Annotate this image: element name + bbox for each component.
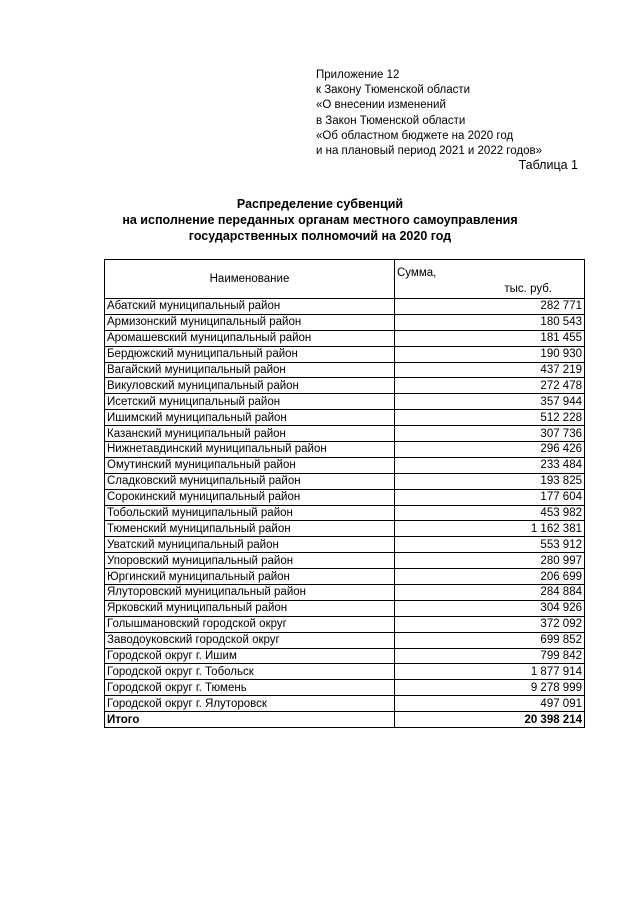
title-line: на исполнение переданных органам местного самоуправления bbox=[122, 213, 518, 227]
table-row bbox=[105, 378, 585, 394]
table-row bbox=[105, 616, 585, 632]
row-name: Голышмановский городской округ bbox=[105, 616, 395, 632]
appendix-line: «О внесении изменений bbox=[316, 99, 446, 112]
table-label: Таблица 1 bbox=[518, 158, 578, 172]
title-line: Распределение субвенций bbox=[236, 197, 404, 211]
table-row bbox=[105, 457, 585, 473]
row-value: 233 484 bbox=[395, 457, 585, 473]
row-value: 699 852 bbox=[395, 632, 585, 648]
header-sum-unit: тыс. руб. bbox=[504, 282, 552, 295]
row-name: Тюменский муниципальный район bbox=[105, 521, 395, 537]
table-body bbox=[105, 299, 585, 728]
row-name: Ялуторовский муниципальный район bbox=[105, 585, 395, 601]
row-value: 284 884 bbox=[395, 585, 585, 601]
row-value: 282 771 bbox=[395, 299, 585, 315]
row-name: Исетский муниципальный район bbox=[105, 394, 395, 410]
row-name: Абатский муниципальный район bbox=[105, 299, 395, 315]
header-sum-label: Сумма, bbox=[397, 266, 437, 279]
row-name: Городской округ г. Тюмень bbox=[105, 680, 395, 696]
table-row bbox=[105, 696, 585, 712]
table-row bbox=[105, 585, 585, 601]
row-name: Омутинский муниципальный район bbox=[105, 457, 395, 473]
row-value: 553 912 bbox=[395, 537, 585, 553]
table-row bbox=[105, 521, 585, 537]
row-value: 1 877 914 bbox=[395, 664, 585, 680]
table-row bbox=[105, 410, 585, 426]
table-row bbox=[105, 648, 585, 664]
row-name: Уватский муниципальный район bbox=[105, 537, 395, 553]
appendix-block bbox=[316, 68, 542, 159]
row-value: 437 219 bbox=[395, 362, 585, 378]
row-value: 453 982 bbox=[395, 505, 585, 521]
row-name: Казанский муниципальный район bbox=[105, 426, 395, 442]
appendix-line: Приложение 12 bbox=[316, 69, 400, 81]
row-value: 357 944 bbox=[395, 394, 585, 410]
row-value: 181 455 bbox=[395, 330, 585, 346]
row-name: Сорокинский муниципальный район bbox=[105, 489, 395, 505]
header-sum bbox=[395, 260, 585, 299]
table-row bbox=[105, 442, 585, 458]
table-row bbox=[105, 330, 585, 346]
row-name: Нижнетавдинский муниципальный район bbox=[105, 442, 395, 458]
subsidy-table bbox=[104, 259, 585, 728]
row-name: Упоровский муниципальный район bbox=[105, 553, 395, 569]
table-row bbox=[105, 299, 585, 315]
appendix-line: «Об областном бюджете на 2020 год bbox=[316, 129, 514, 142]
total-row bbox=[105, 712, 585, 728]
table-row bbox=[105, 346, 585, 362]
row-value: 180 543 bbox=[395, 314, 585, 330]
row-value: 193 825 bbox=[395, 473, 585, 489]
row-name: Сладковский муниципальный район bbox=[105, 473, 395, 489]
row-value: 206 699 bbox=[395, 569, 585, 585]
row-name: Тобольский муниципальный район bbox=[105, 505, 395, 521]
table-row bbox=[105, 314, 585, 330]
row-value: 190 930 bbox=[395, 346, 585, 362]
row-name: Ярковский муниципальный район bbox=[105, 600, 395, 616]
header-name: Наименование bbox=[105, 260, 395, 299]
table-header-row bbox=[105, 260, 585, 299]
table-row bbox=[105, 362, 585, 378]
row-name: Вагайский муниципальный район bbox=[105, 362, 395, 378]
row-name: Городской округ г. Ишим bbox=[105, 648, 395, 664]
row-value: 280 997 bbox=[395, 553, 585, 569]
table-row bbox=[105, 632, 585, 648]
table-row bbox=[105, 426, 585, 442]
row-value: 307 736 bbox=[395, 426, 585, 442]
row-value: 272 478 bbox=[395, 378, 585, 394]
table-row bbox=[105, 600, 585, 616]
row-name: Городской округ г. Тобольск bbox=[105, 664, 395, 680]
table-row bbox=[105, 569, 585, 585]
row-value: 296 426 bbox=[395, 442, 585, 458]
row-value: 372 092 bbox=[395, 616, 585, 632]
row-value: 799 842 bbox=[395, 648, 585, 664]
total-label: Итого bbox=[105, 712, 395, 728]
title-line: государственных полномочий на 2020 год bbox=[188, 229, 452, 243]
row-name: Бердюжский муниципальный район bbox=[105, 346, 395, 362]
table-row bbox=[105, 505, 585, 521]
row-name: Викуловский муниципальный район bbox=[105, 378, 395, 394]
appendix-line: и на плановый период 2021 и 2022 годов» bbox=[316, 145, 542, 158]
appendix-line: в Закон Тюменской области bbox=[316, 114, 466, 127]
table-row bbox=[105, 489, 585, 505]
row-value: 9 278 999 bbox=[395, 680, 585, 696]
table-row bbox=[105, 680, 585, 696]
row-name: Юргинский муниципальный район bbox=[105, 569, 395, 585]
row-value: 497 091 bbox=[395, 696, 585, 712]
table-row bbox=[105, 553, 585, 569]
row-name: Городской округ г. Ялуторовск bbox=[105, 696, 395, 712]
row-name: Заводоуковский городской округ bbox=[105, 632, 395, 648]
row-value: 177 604 bbox=[395, 489, 585, 505]
table-row bbox=[105, 394, 585, 410]
table-row bbox=[105, 664, 585, 680]
total-value: 20 398 214 bbox=[395, 712, 585, 728]
row-value: 512 228 bbox=[395, 410, 585, 426]
appendix-line: к Закону Тюменской области bbox=[316, 84, 471, 97]
document-title bbox=[0, 196, 640, 244]
table-row bbox=[105, 537, 585, 553]
row-name: Ишимский муниципальный район bbox=[105, 410, 395, 426]
table-row bbox=[105, 473, 585, 489]
row-value: 1 162 381 bbox=[395, 521, 585, 537]
row-name: Армизонский муниципальный район bbox=[105, 314, 395, 330]
row-value: 304 926 bbox=[395, 600, 585, 616]
row-name: Аромашевский муниципальный район bbox=[105, 330, 395, 346]
